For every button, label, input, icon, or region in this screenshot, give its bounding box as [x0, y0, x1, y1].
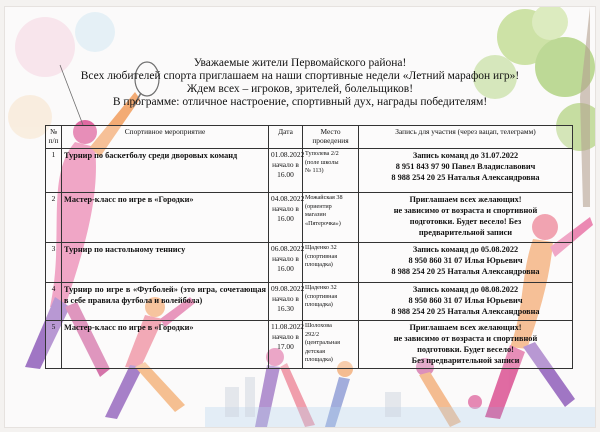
- row-registration: Приглашаем всех желающих! не зависимо от возраста и спортивной подготовки. Будет весело! Без предварительной записи: [359, 193, 573, 243]
- row-date: 09.08.2022 начало в 16.30: [269, 283, 303, 321]
- row-date: 11.08.2022 начало в 17.00: [269, 321, 303, 369]
- table-header-row: [46, 126, 573, 149]
- row-date: 04.08.2022 начало в 16.00: [269, 193, 303, 243]
- table-row: [46, 149, 573, 193]
- table-row: [46, 321, 573, 369]
- row-num: 3: [46, 243, 62, 283]
- row-date: 01.08.2022 начало в 16.00: [269, 149, 303, 193]
- row-place: Шолохова 292/2 (центральная детская площадка): [303, 321, 359, 369]
- header-date: Дата: [269, 126, 303, 149]
- header-registration: Запись для участия (через вацап, телеграмм): [359, 126, 573, 149]
- row-event: Турнир по игре в «Футболей» (это игра, сочетающая в себе правила футбола и волейбола): [62, 283, 269, 321]
- table-row: [46, 193, 573, 243]
- intro-line-4: В программе: отличное настроение, спортивный дух, награды победителям!: [112, 96, 488, 108]
- row-event: Мастер-класс по игре в «Городки»: [62, 321, 269, 369]
- intro-line-3: Ждем всех – игроков, зрителей, болельщиков!: [186, 83, 414, 95]
- schedule-table: [45, 125, 573, 369]
- row-place: Щаденко 32 (спортивная площадка): [303, 243, 359, 283]
- poster-sheet: [4, 6, 596, 428]
- intro-line-1: Уважаемые жители Первомайского района!: [193, 57, 407, 69]
- row-place: Можайская 38 (ориентир магазин «Пятерочка»): [303, 193, 359, 243]
- header-place: Место проведения: [303, 126, 359, 149]
- row-event: Мастер-класс по игре в «Городки»: [62, 193, 269, 243]
- header-event: Спортивное мероприятие: [62, 126, 269, 149]
- row-date: 06.08.2022 начало в 16.00: [269, 243, 303, 283]
- row-registration: Запись команд до 31.07.2022 8 951 843 97 90 Павел Владиславович 8 988 254 20 25 Наталья Александровна: [359, 149, 573, 193]
- header-num: № п/п: [46, 126, 62, 149]
- row-num: 5: [46, 321, 62, 369]
- row-num: 1: [46, 149, 62, 193]
- intro-greeting: [5, 57, 595, 109]
- row-place: Щаденко 32 (спортивная площадка): [303, 283, 359, 321]
- table-row: [46, 283, 573, 321]
- row-num: 4: [46, 283, 62, 321]
- row-num: 2: [46, 193, 62, 243]
- row-event: Турнир по настольному теннису: [62, 243, 269, 283]
- table-row: [46, 243, 573, 283]
- row-registration: Запись команд до 08.08.2022 8 950 860 31 07 Илья Юрьевич 8 988 254 20 25 Наталья Александровна: [359, 283, 573, 321]
- intro-line-2: Всех любителей спорта приглашаем на наши спортивные недели «Летний марафон игр»!: [80, 70, 520, 82]
- row-event: Турнир по баскетболу среди дворовых команд: [62, 149, 269, 193]
- row-place: Туполева 2/2 (поле школы № 113): [303, 149, 359, 193]
- row-registration: Приглашаем всех желающих! не зависимо от возраста и спортивной подготовки. Будет весело! Без предварительной записи: [359, 321, 573, 369]
- row-registration: Запись команд до 05.08.2022 8 950 860 31 07 Илья Юрьевич 8 988 254 20 25 Наталья Александровна: [359, 243, 573, 283]
